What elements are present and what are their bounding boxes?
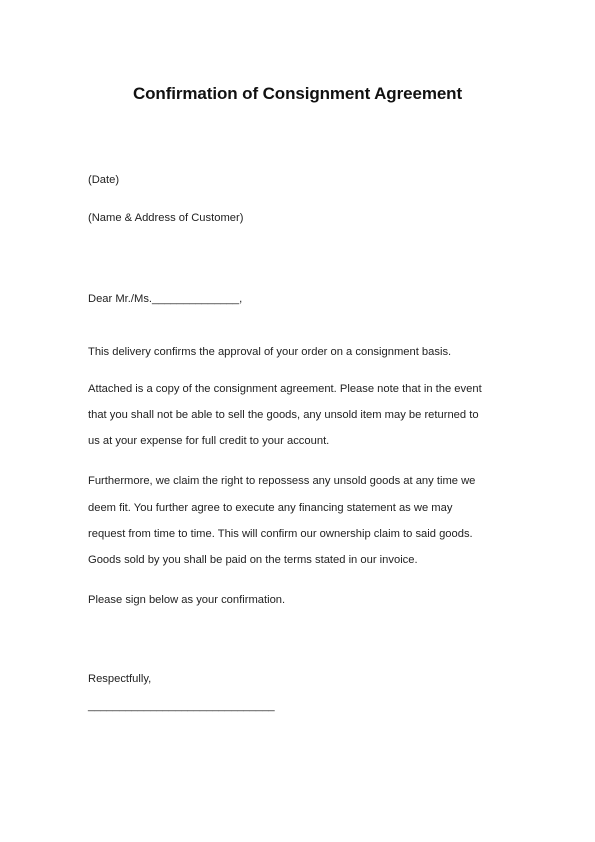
- paragraph-attachment-line: us at your expense for full credit to your account.: [88, 435, 330, 447]
- paragraph-attachment-line: that you shall not be able to sell the goods, any unsold item may be returned to: [88, 409, 479, 421]
- date-placeholder: (Date): [88, 174, 120, 186]
- customer-placeholder: (Name & Address of Customer): [88, 212, 244, 224]
- sign-instruction: Please sign below as your confirmation.: [88, 594, 286, 606]
- salutation: Dear Mr./Ms.______________,: [88, 293, 243, 305]
- closing: Respectfully,: [88, 673, 152, 685]
- paragraph-terms-line: Furthermore, we claim the right to repossess any unsold goods at any time we: [88, 475, 476, 487]
- paragraph-attachment-line: Attached is a copy of the consignment agreement. Please note that in the event: [88, 383, 482, 395]
- signature-line: ______________________________: [88, 700, 275, 712]
- document-title: Confirmation of Consignment Agreement: [132, 84, 463, 103]
- paragraph-terms-line: deem fit. You further agree to execute any financing statement as we may: [88, 502, 453, 514]
- paragraph-terms-line: request from time to time. This will confirm our ownership claim to said goods.: [88, 528, 473, 540]
- paragraph-confirmation-line: This delivery confirms the approval of your order on a consignment basis.: [88, 346, 452, 358]
- paragraph-terms-line: Goods sold by you shall be paid on the terms stated in our invoice.: [88, 554, 418, 566]
